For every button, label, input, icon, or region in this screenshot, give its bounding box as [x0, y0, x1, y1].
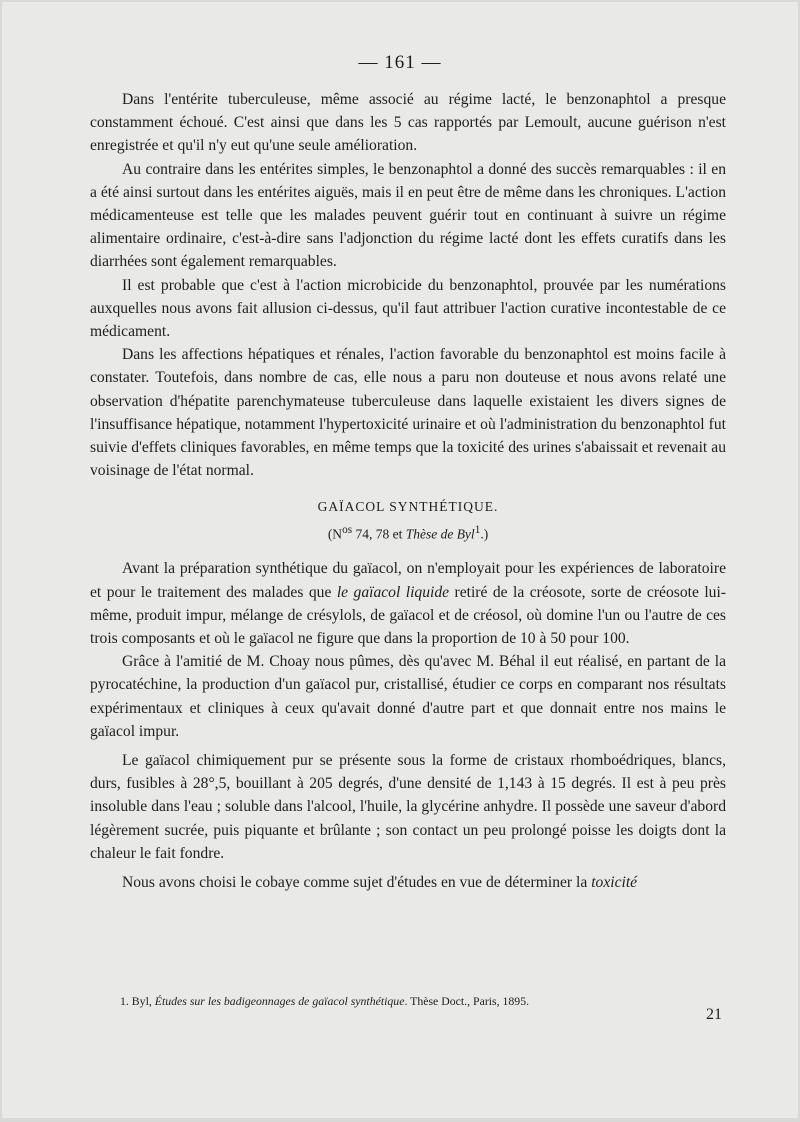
footnote-author: Byl,: [128, 994, 155, 1008]
paragraph-gaiacol-pur: Le gaïacol chimiquement pur se présente sous la forme de cristaux rhomboédriques, blancs, durs, fusibles à 28°,5, bouillant à 205 degrés, d'une densité de 1,143 à 15 degrés. Il est à peu près insoluble dans l'eau ; soluble dans l'alcool, l'huile, la glycérine anhydre. Il possède une saveur d'abord légèrement sucrée, puis piquante et brûlante ; son contact un peu prolongé poisse les doigts dont la chaleur le fait fondre.: [90, 751, 726, 862]
paragraph-action-microbicide: Il est probable que c'est à l'action microbicide du benzonaphtol, prouvée par les numérations auxquelles nous avons fait allusion ci-dessus, qu'il faut attribuer l'action curative incontestable de ce médicament.: [90, 276, 726, 341]
ref-suffix: .): [480, 526, 489, 542]
section-reference: [90, 519, 726, 546]
footnote-title: Études sur les badigeonnages de gaïacol synthétique: [154, 994, 405, 1008]
section-title: GAÏACOL SYNTHÉTIQUE.: [317, 499, 499, 515]
p5-before: Avant la préparation synthétique du gaïacol, on n'employait pour les expériences de laboratoire et pour le traitement des malades que: [90, 560, 726, 601]
ref-superscript: os: [342, 523, 353, 536]
p8-italic: toxicité: [591, 874, 638, 891]
p5-italic: le gaïacol liquide: [336, 583, 450, 601]
ref-middle: 74, 78 et: [352, 526, 406, 542]
paragraph-affections-hepatiques: Dans les affections hépatiques et rénales, l'action favorable du benzonaphtol est moins facile à constater. Toutefois, dans nombre de cas, elle nous a paru non douteuse et nous avons relaté une observation d'hépatite parenchymateuse tuberculeuse dans laquelle existaient les divers signes de l'insuffisance hépatique, notamment l'hypertoxicité urinaire et où l'administration du benzonaphtol fut suivie d'effets cliniques favorables, en même temps que la toxicité des urines s'abaissait et revenait au voisinage de l'état normal.: [90, 346, 726, 480]
ref-prefix: (N: [327, 526, 343, 542]
page-body: [90, 88, 726, 894]
ref-italic: Thèse de Byl: [405, 526, 475, 542]
p8-before: Nous avons choisi le cobaye comme sujet d'études en vue de déterminer la: [122, 874, 592, 891]
footnote-after: . Thèse Doct., Paris, 1895.: [404, 994, 530, 1008]
paragraph-choay: Grâce à l'amitié de M. Choay nous pûmes, dès qu'avec M. Béhal il eut réalisé, en partant de la pyrocatéchine, la production d'un gaïacol pur, cristallisé, étudier ce corps en comparant nos résultats expérimentaux et cliniques à ceux qu'avait donné d'autre part et que donnait entre nos mains le gaïacol impur.: [90, 653, 726, 740]
ref-note-marker: 1: [474, 523, 481, 536]
p5-after: retiré de la créosote, sorte de créosote lui-même, produit impur, mélange de crésylols, de gaïacol et de créosol, où domine l'un ou l'autre de ces trois composants et où le gaïacol ne figure que dans la proportion de 10 à 50 pour 100.: [90, 583, 726, 647]
paragraph-cobaye: [90, 871, 726, 894]
paragraph-enterite-tuberculeuse: Dans l'entérite tuberculeuse, même associé au régime lacté, le benzonaphtol a presque constamment échoué. C'est ainsi que dans les 5 cas rapportés par Lemoult, aucune guérison n'est enregistrée et qu'il n'y eut qu'une seule amélioration.: [90, 91, 726, 155]
paragraph-preparation-synthetique: [90, 557, 726, 650]
footnote: [120, 994, 720, 1009]
signature-mark: 21: [706, 1006, 722, 1023]
footnote-number: 1.: [120, 994, 129, 1008]
document-page: [2, 2, 798, 1118]
page-number: — 161 —: [358, 52, 442, 73]
paragraph-enterites-simples: Au contraire dans les entérites simples, le benzonaphtol a donné des succès remarquables : il en a été ainsi surtout dans les entérites aiguës, mais il en peut être de même dans les chroniques. L'action médicamenteuse est telle que les malades peuvent guérir tout en continuant à suivre un régime alimentaire ordinaire, c'est-à-dire sans l'adjonction du régime lacté dont les effets curatifs dans les diarrhées sont également remarquables.: [90, 160, 726, 271]
